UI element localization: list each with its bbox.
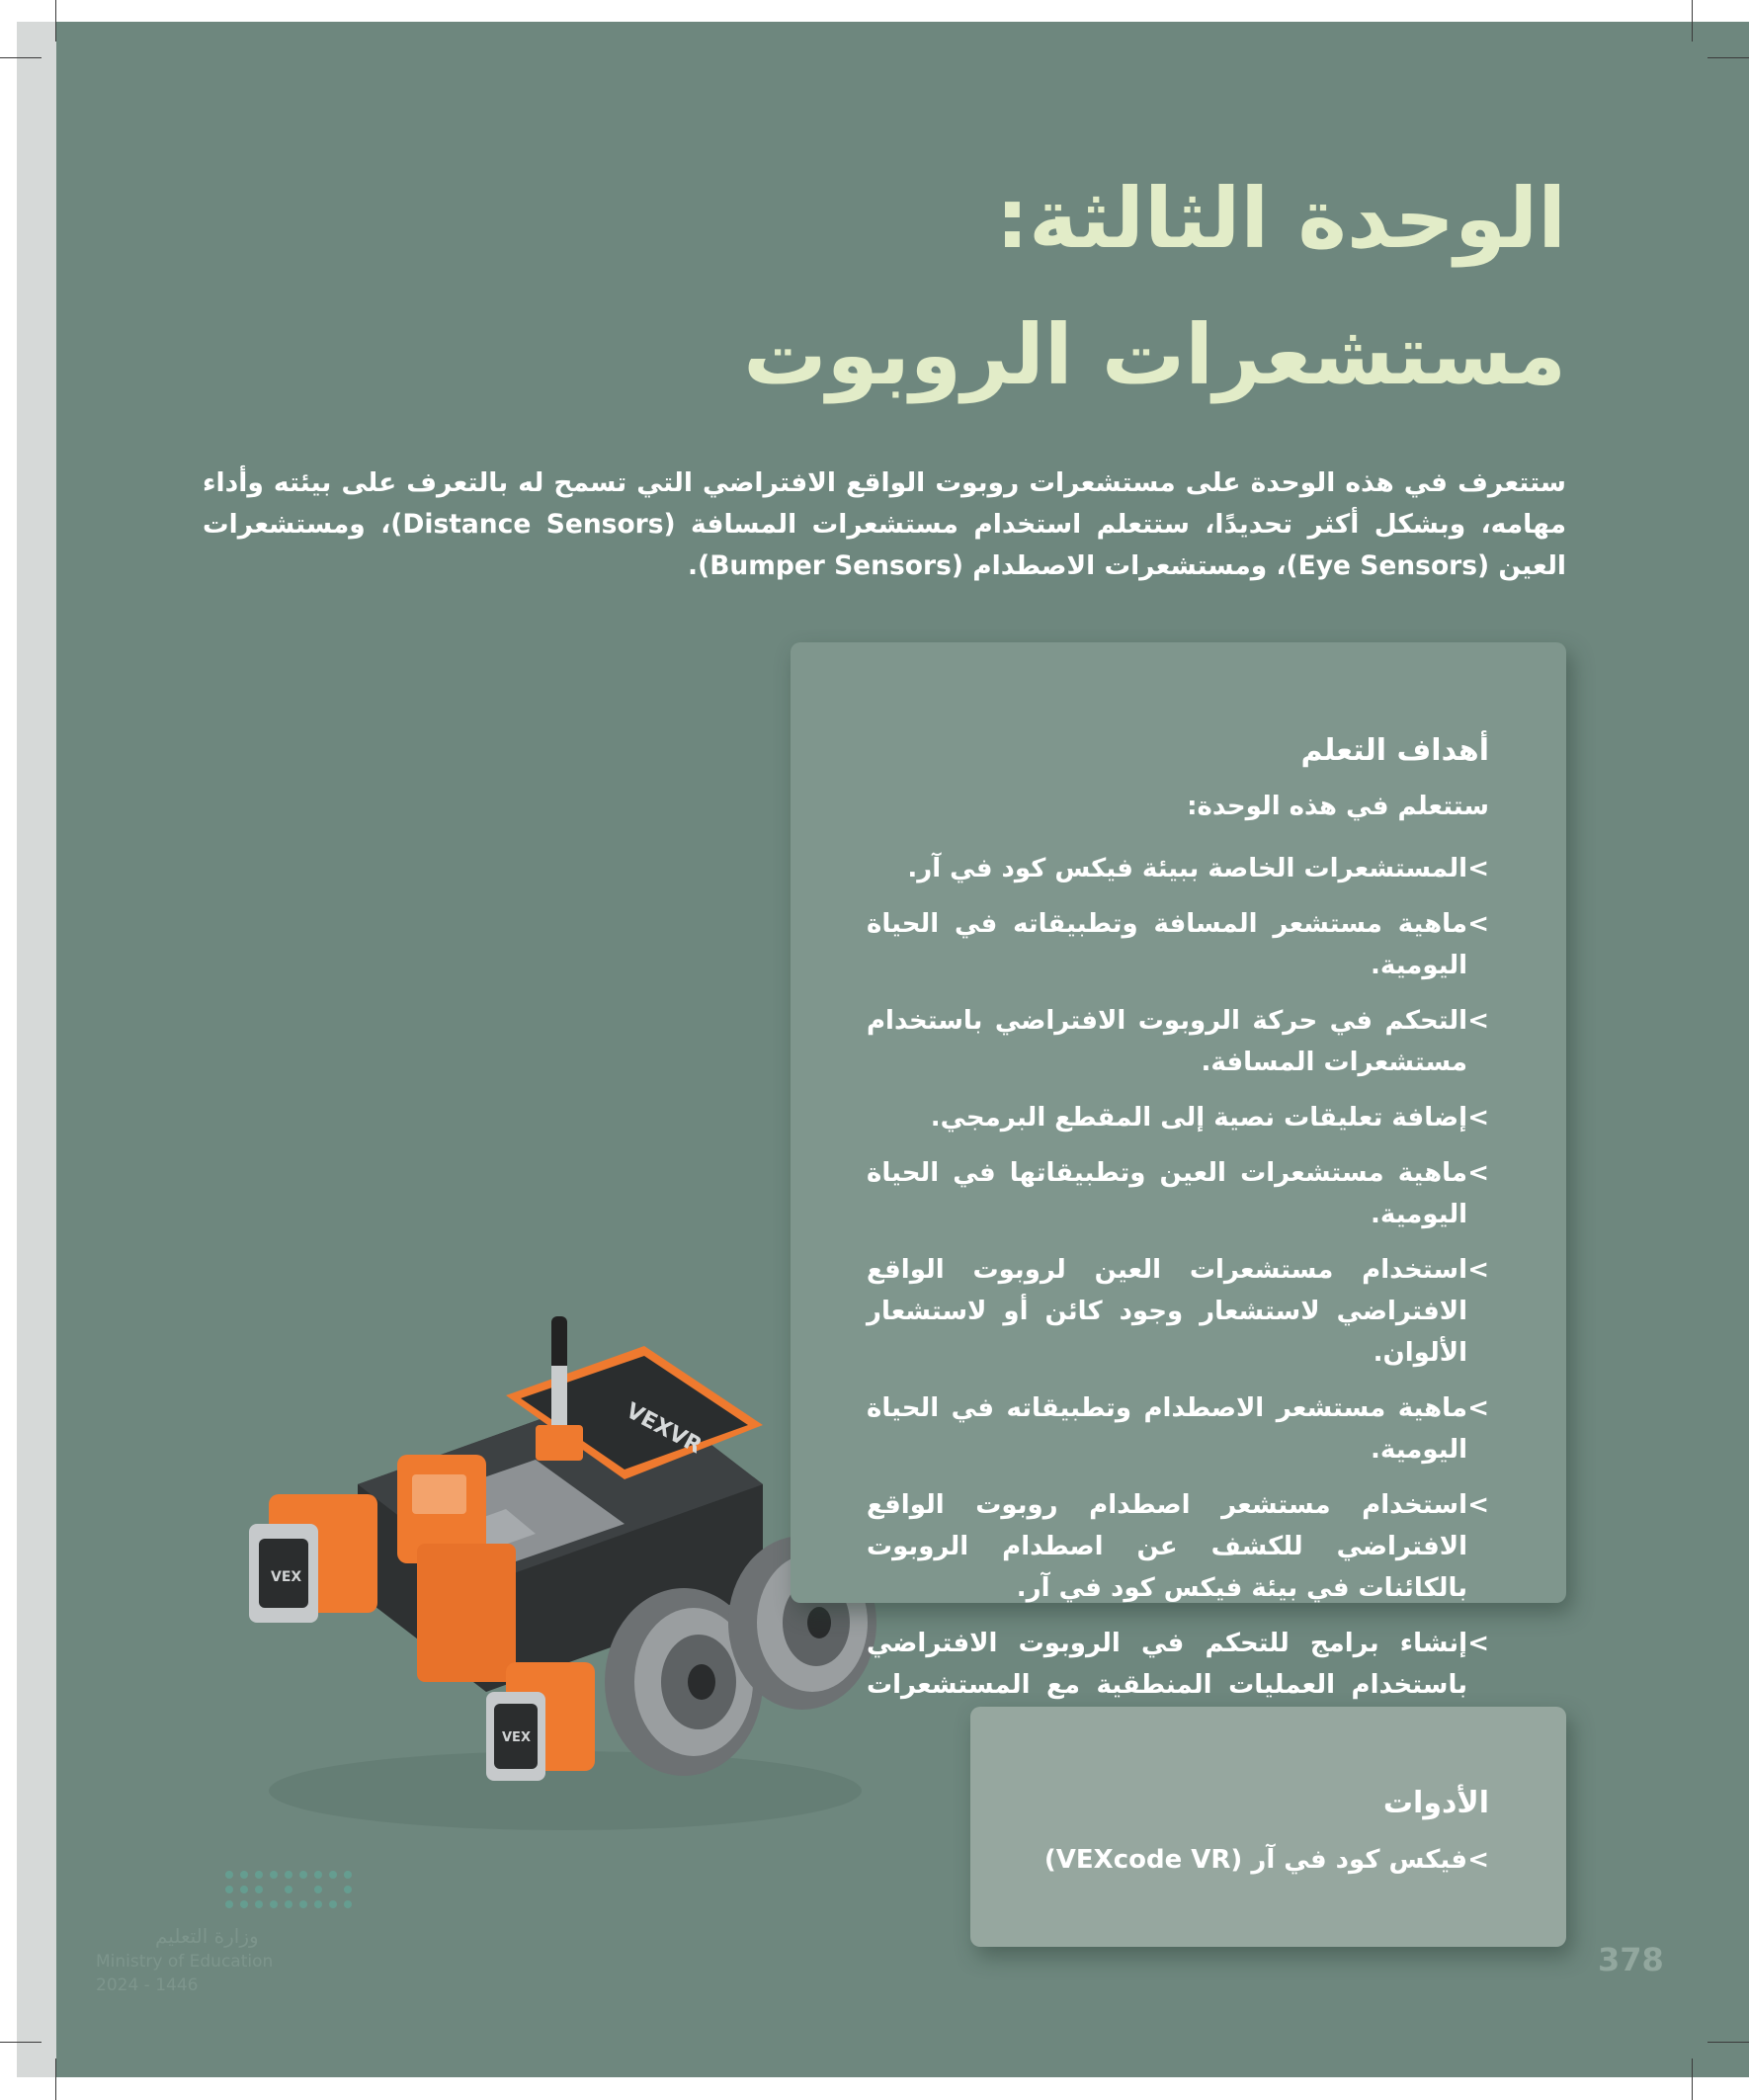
chevron-icon: > [1467,909,1489,939]
page [56,22,1749,2077]
list-item: > ماهية مستشعر المسافة وتطبيقاته في الحياة اليومية. [867,903,1489,986]
crop-mark [1692,2058,1693,2100]
robot-logo-text: VEXVR [622,1398,707,1460]
chevron-icon: > [1467,1393,1489,1423]
objectives-list [867,848,1489,1761]
crop-mark [0,57,42,58]
crop-mark [55,2058,56,2100]
bottom-sensor-label: VEX [502,1730,531,1745]
chevron-icon: > [1467,1629,1489,1658]
list-item: > ماهية مستشعرات العين وتطبيقاتها في الحياة اليومية. [867,1152,1489,1235]
chevron-icon: > [1467,1255,1489,1285]
chevron-icon: > [1467,854,1489,883]
chevron-icon: > [1467,1103,1489,1133]
list-item: > التحكم في حركة الروبوت الافتراضي باستخدام مستشعرات المسافة. [867,1000,1489,1083]
page-edge-strip [17,22,56,2077]
list-item: > استخدام مستشعرات العين لروبوت الواقع الافتراضي لاستشعار وجود كائن أو لاستشعار الألوان. [867,1249,1489,1374]
intro-paragraph: ستتعرف في هذه الوحدة على مستشعرات روبوت الواقع الافتراضي التي تسمح له بالتعرف على بيئته وأداء مهامه، وبشكل أكثر تحديدًا، ستتعلم استخدام مستشعرات المسافة (Distance Sensors)، ومستشعرات العين (Eye Sensors)، ومستشعرات الاصطدام (Bumper Sensors). [203,467,1566,581]
left-sensor-label: VEX [271,1569,302,1585]
chevron-icon: > [1467,1158,1489,1188]
chevron-icon: > [1467,1006,1489,1036]
tools-item: > فيكس كود في آر (VEXcode VR) [1043,1845,1489,1875]
list-item: > المستشعرات الخاصة ببيئة فيكس كود في آر. [867,848,1489,889]
chevron-icon: > [1467,1845,1489,1875]
list-item: > ماهية مستشعر الاصطدام وتطبيقاته في الحياة اليومية. [867,1387,1489,1470]
list-item: > إضافة تعليقات نصية إلى المقطع البرمجي. [867,1097,1489,1138]
tools-heading: الأدوات [1382,1786,1489,1820]
unit-title-line-2: مستشعرات الروبوت [743,306,1566,403]
crop-mark [1692,0,1693,42]
list-item: > استخدام مستشعر اصطدام روبوت الواقع الافتراضي للكشف عن اصطدام الروبوت بالكائنات في بيئة فيكس كود في آر. [867,1484,1489,1609]
objectives-heading: أهداف التعلم [1300,733,1489,768]
crop-mark [0,2042,42,2043]
chevron-icon: > [1467,1490,1489,1520]
ministry-name-english: Ministry of Education [96,1952,274,1972]
list-item: > إنشاء برامج للتحكم في الروبوت الافتراضي باستخدام العمليات المنطقية مع المستشعرات [867,1623,1489,1747]
ministry-year: 2024 - 1446 [96,1975,199,1995]
ministry-name-arabic: وزارة التعليم [155,1924,259,1948]
learning-objectives-box [791,642,1566,1700]
crop-mark [1707,2042,1749,2043]
tools-box [970,1707,1566,1947]
objectives-subheading: ستتعلم في هذه الوحدة: [1187,792,1489,821]
page-number: 378 [1598,1941,1664,1978]
crop-mark [1707,57,1749,58]
crop-mark [55,0,56,42]
unit-title-line-1: الوحدة الثالثة: [995,170,1566,267]
unit-title [479,150,1566,423]
